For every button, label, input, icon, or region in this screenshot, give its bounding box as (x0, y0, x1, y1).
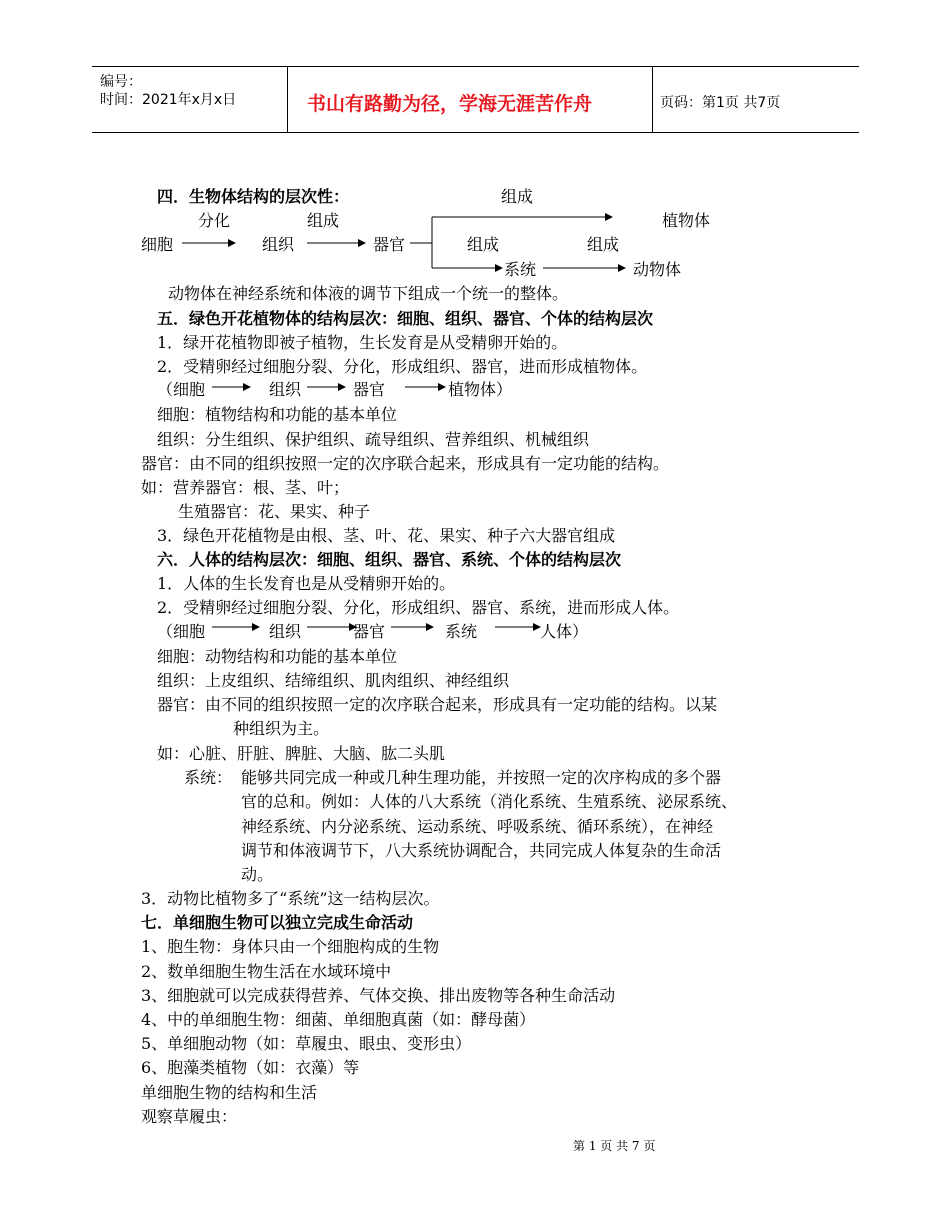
s4-animal: 动物体 (633, 260, 682, 279)
s7-sub2: 观察草履虫： (141, 1107, 238, 1126)
section4-title: 四．生物体结构的层次性： (157, 187, 350, 206)
header-number: 编号： (100, 74, 142, 90)
s4-note: 动物体在神经系统和体液的调节下组成一个统一的整体。 (168, 284, 569, 303)
s7-item-3: 3、细胞就可以完成获得营养、气体交换、排出废物等各种生命活动 (141, 986, 616, 1005)
s4-organ: 器官 (373, 235, 406, 254)
s5-organ-def: 器官：由不同的组织按照一定的次序联合起来，形成具有一定功能的结构。 (141, 454, 670, 473)
s6-system-3: 神经系统、内分泌系统、运动系统、呼吸系统、循环系统），在神经 (241, 817, 714, 836)
s7-item-6: 6、胞藻类植物（如：衣藻）等 (141, 1058, 360, 1077)
s7-sub1: 单细胞生物的结构和生活 (141, 1083, 318, 1102)
s7-item-1: 1、胞生物：身体只由一个细胞构成的生物 (141, 937, 440, 956)
s4-label-zucheng2: 组成 (467, 235, 500, 254)
s6-system-5: 动。 (241, 865, 274, 884)
section5-title: 五．绿色开花植物体的结构层次：细胞、组织、器官、个体的结构层次 (157, 309, 654, 328)
s4-cell: 细胞 (141, 235, 174, 254)
s6-flow-cell: （细胞 (157, 622, 206, 641)
s4-tissue: 组织 (262, 235, 295, 254)
s6-tissue-def: 组织：上皮组织、结缔组织、肌肉组织、神经组织 (157, 671, 510, 690)
s5-example1: 如：营养器官：根、茎、叶； (141, 478, 350, 497)
section7-title: 七．单细胞生物可以独立完成生命活动 (141, 913, 414, 932)
s4-plant: 植物体 (662, 211, 711, 230)
s5-line1: 1．绿开花植物即被子植物，生长发育是从受精卵开始的。 (157, 333, 568, 352)
s5-cell-def: 细胞：植物结构和功能的基本单位 (157, 405, 398, 424)
s6-flow-system: 系统 (445, 622, 478, 641)
s6-cell-def: 细胞：动物结构和功能的基本单位 (157, 647, 398, 666)
s5-line3: 3．绿色开花植物是由根、茎、叶、花、果实、种子六大器官组成 (157, 526, 616, 545)
page-footer: 第 1 页 共 7 页 (573, 1139, 656, 1153)
s6-system-1: 能够共同完成一种或几种生理功能，并按照一定的次序构成的多个器 (241, 768, 722, 787)
s6-flow-tissue: 组织 (269, 622, 302, 641)
s6-organ-def-b: 种组织为主。 (233, 719, 330, 738)
s5-tissue-def: 组织：分生组织、保护组织、疏导组织、营养组织、机械组织 (157, 430, 590, 449)
s6-line3: 3．动物比植物多了“系统”这一结构层次。 (141, 889, 440, 908)
section6-title: 六．人体的结构层次：细胞、组织、器官、系统、个体的结构层次 (157, 550, 622, 569)
s4-system: 系统 (504, 260, 537, 279)
header-page: 页码：第1页 共7页 (660, 95, 781, 111)
s6-flow-body: 人体） (540, 622, 589, 641)
header-time: 时间：2021年x月x日 (100, 92, 237, 108)
s4-label-zucheng3: 组成 (587, 235, 620, 254)
s6-example: 如：心脏、肝脏、脾脏、大脑、肱二头肌 (157, 744, 446, 763)
s6-system-2: 官的总和。例如：人体的八大系统（消化系统、生殖系统、泌尿系统、 (241, 792, 738, 811)
s4-label-fenhua: 分化 (198, 211, 231, 230)
s5-flow-tissue: 组织 (269, 380, 302, 399)
s5-flow-cell: （细胞 (157, 380, 206, 399)
s7-item-2: 2、数单细胞生物生活在水域环境中 (141, 962, 392, 981)
s4-label-zucheng1: 组成 (307, 211, 340, 230)
s6-system-4: 调节和体液调节下，八大系统协调配合，共同完成人体复杂的生命活 (241, 841, 722, 860)
s5-example2: 生殖器官：花、果实、种子 (178, 502, 371, 521)
s6-organ-def-a: 器官：由不同的组织按照一定的次序联合起来，形成具有一定功能的结构。以某 (157, 695, 718, 714)
s6-flow-organ: 器官 (353, 622, 386, 641)
s6-line1: 1．人体的生长发育也是从受精卵开始的。 (157, 574, 456, 593)
s6-system-label: 系统： (184, 768, 233, 787)
s6-line2: 2．受精卵经过细胞分裂、分化，形成组织、器官、系统，进而形成人体。 (157, 598, 680, 617)
s7-item-5: 5、单细胞动物（如：草履虫、眼虫、变形虫） (141, 1034, 472, 1053)
s5-line2: 2．受精卵经过细胞分裂、分化，形成组织、器官，进而形成植物体。 (157, 357, 648, 376)
header-motto: 书山有路勤为径，学海无涯苦作舟 (307, 93, 593, 115)
s4-top-label: 组成 (501, 187, 534, 206)
s5-flow-plant: 植物体） (448, 380, 513, 399)
s7-item-4: 4、中的单细胞生物：细菌、单细胞真菌（如：酵母菌） (141, 1010, 536, 1029)
s5-flow-organ: 器官 (353, 380, 386, 399)
